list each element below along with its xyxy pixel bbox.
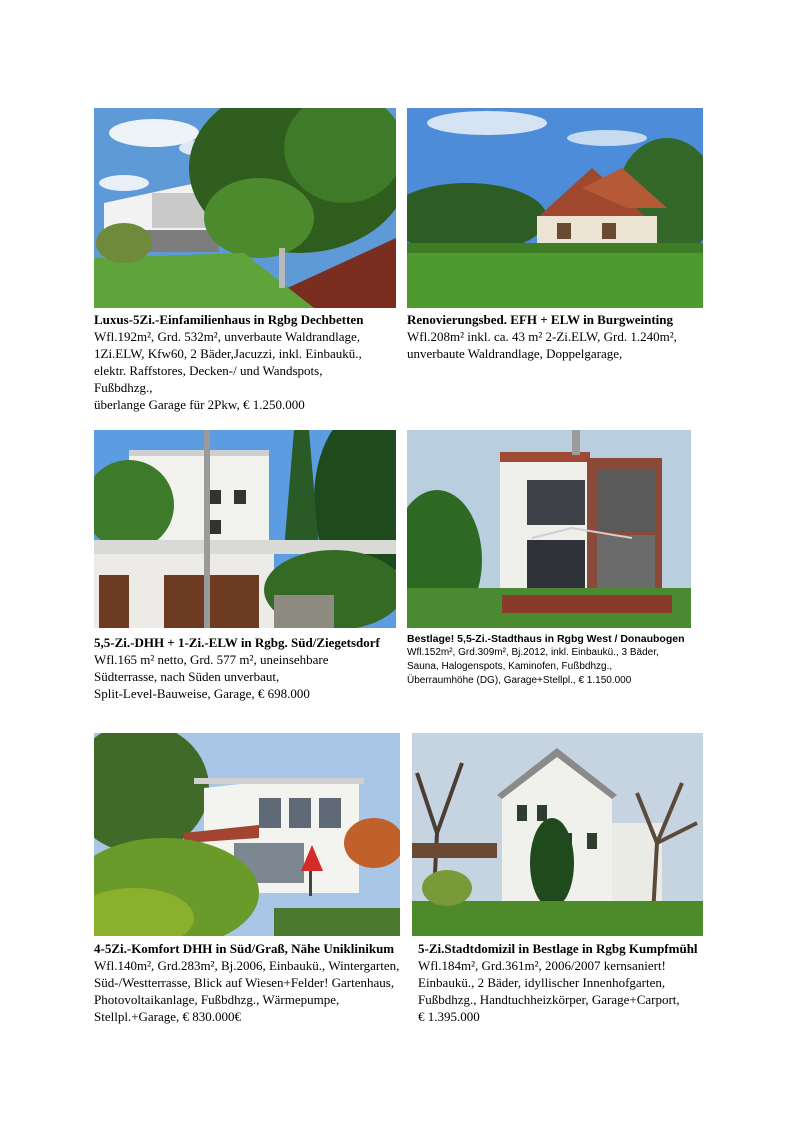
listing-1-caption [94, 311, 396, 413]
listing-4-caption [407, 632, 697, 688]
listing-2-detail-1: Wfl.208m² inkl. ca. 43 m² 2-Zi.ELW, Grd. 1.240m², [407, 329, 677, 344]
listing-1-detail-4: Fußbdhzg., [94, 380, 153, 395]
listing-1-detail-3: elektr. Raffstores, Decken-/ und Wandspots, [94, 363, 323, 378]
listing-3-title: 5,5-Zi.-DHH + 1-Zi.-ELW in Rgbg. Süd/Ziegetsdorf [94, 635, 380, 650]
listing-2-caption [407, 311, 703, 362]
listing-6-photo [412, 733, 703, 936]
listing-6-detail-1: Wfl.184m², Grd.361m², 2006/2007 kernsaniert! [418, 958, 666, 973]
listing-4-photo [407, 430, 691, 628]
listing-4-detail-3: Überraumhöhe (DG), Garage+Stellpl., € 1.150.000 [407, 675, 632, 686]
listing-2-photo [407, 108, 703, 308]
listing-5-title: 4-5Zi.-Komfort DHH in Süd/Graß, Nähe Uniklinikum [94, 941, 395, 956]
listing-4-detail-1: Wfl.152m², Grd.309m², Bj.2012, inkl. Einbaukü., 3 Bäder, [407, 647, 659, 658]
listing-3-caption [94, 634, 399, 702]
listing-5-detail-4: Stellpl.+Garage, € 830.000€ [94, 1009, 242, 1024]
listing-4-title: Bestlage! 5,5-Zi.-Stadthaus in Rgbg West / Donaubogen [407, 633, 685, 645]
listing-5-detail-2: Süd-/Westterrasse, Blick auf Wiesen+Felder! Gartenhaus, [94, 975, 395, 990]
listing-1-title: Luxus-5Zi.-Einfamilienhaus in Rgbg Dechbetten [94, 312, 364, 327]
listing-3-photo [94, 430, 396, 628]
listing-6-detail-4: € 1.395.000 [418, 1009, 480, 1024]
listing-5-detail-1: Wfl.140m², Grd.283m², Bj.2006, Einbaukü., Wintergarten, [94, 958, 400, 973]
listing-2-title: Renovierungsbed. EFH + ELW in Burgweinting [407, 312, 674, 327]
listing-1-detail-1: Wfl.192m², Grd. 532m², unverbaute Waldrandlage, [94, 329, 361, 344]
listing-6-detail-3: Fußbdhzg., Handtuchheizkörper, Garage+Carport, [418, 992, 680, 1007]
listing-5-caption [94, 940, 414, 1025]
listing-4-detail-2: Sauna, Halogenspots, Kaminofen, Fußbdhzg., [407, 661, 613, 672]
listing-3-detail-1: Wfl.165 m² netto, Grd. 577 m², uneinsehbare [94, 652, 329, 667]
listing-6-detail-2: Einbaukü., 2 Bäder, idyllischer Innenhofgarten, [418, 975, 666, 990]
listing-5-detail-3: Photovoltaikanlage, Fußbdhzg., Wärmepumpe, [94, 992, 340, 1007]
listing-3-detail-2: Südterrasse, nach Süden unverbaut, [94, 669, 280, 684]
listing-6-title: 5-Zi.Stadtdomizil in Bestlage in Rgbg Kumpfmühl [418, 941, 698, 956]
listing-5-photo [94, 733, 400, 936]
listing-3-detail-3: Split-Level-Bauweise, Garage, € 698.000 [94, 686, 310, 701]
listing-2-detail-2: unverbaute Waldrandlage, Doppelgarage, [407, 346, 623, 361]
listing-1-detail-2: 1Zi.ELW, Kfw60, 2 Bäder,Jacuzzi, inkl. Einbaukü., [94, 346, 362, 361]
listing-1-detail-5: überlange Garage für 2Pkw, € 1.250.000 [94, 397, 305, 412]
listing-6-caption [418, 940, 718, 1025]
listing-1-photo [94, 108, 396, 308]
